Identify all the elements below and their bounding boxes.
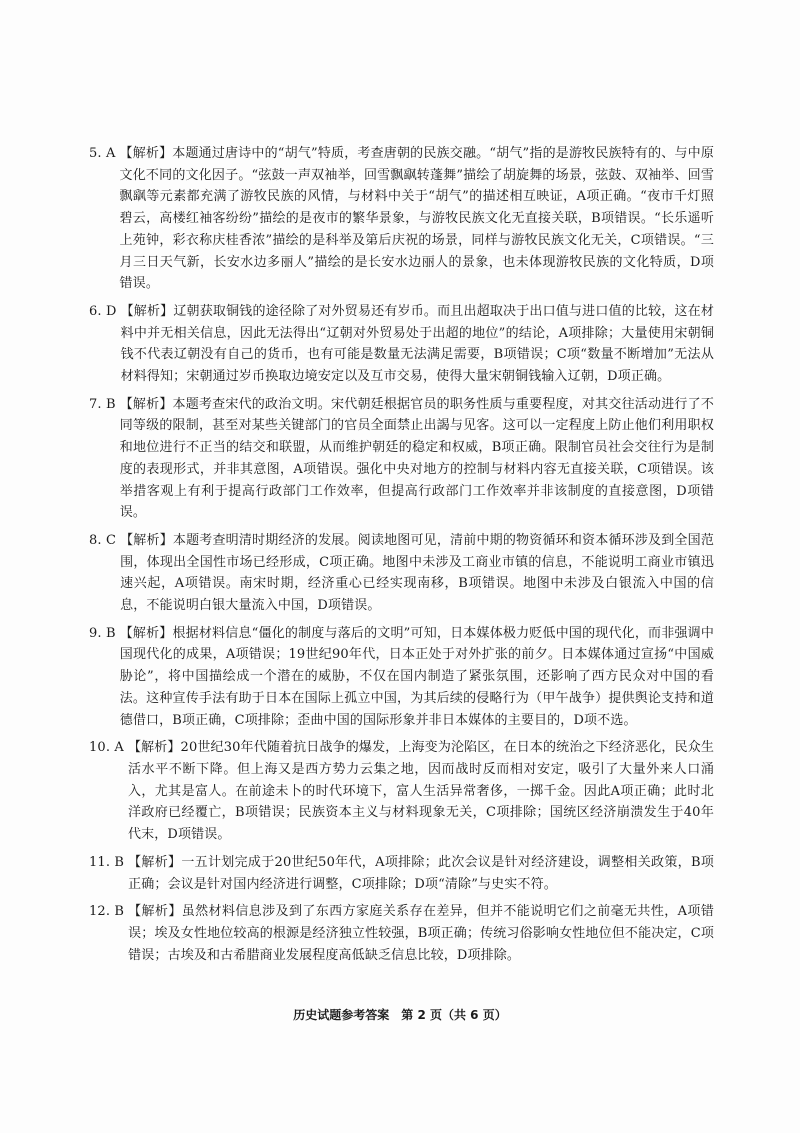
answer-explanation: 【解析】根据材料信息“僵化的制度与落后的文明”可知，日本媒体极力贬低中国的现代化，而非强调中国现代化的成果，A项错误；19世纪90年代，日本正处于对外扩张的前夕。日本媒体通过宣扬“中国威胁论”，将中国描绘成一个潜在的威胁，不仅在国内制造了紧张氛围，还影响了西方民众对中国的看法。这种宣传手法有助于日本在国际上孤立中国，为其后续的侵略行为（甲午战争）提供舆论支持和道德借口，B项正确，C项排除；歪曲中国的国际形象并非日本媒体的主要目的，D项不选。: [119, 625, 714, 728]
answer-explanation: 【解析】20世纪30年代随着抗日战争的爆发，上海变为沦陷区，在日本的统治之下经济恶化，民众生活水平不断下降。但上海又是西方势力云集之地，因而战时反而相对安定，吸引了大量外来人口涌入，尤其是富人。在前途未卜的时代环境下，富人生活异常奢侈，一掷千金。因此A项正确；此时北洋政府已经覆亡，B项错误；民族资本主义与材料现象无关，C项排除；国统区经济崩溃发生于40年代末，D项错误。: [127, 740, 714, 843]
answer-item: [89, 530, 714, 617]
answer-number: 10. A: [89, 740, 124, 756]
answer-explanations: [89, 143, 714, 972]
answer-explanation: 【解析】本题考查宋代的政治文明。宋代朝廷根据官员的职务性质与重要程度，对其交往活动进行了不同等级的限制，甚至对某些关键部门的官员全面禁止出謁与见客。这可以一定程度上防止他们利用职权和地位进行不正当的结交和联盟，从而维护朝廷的稳定和权威，B项正确。限制官员社会交往行为是制度的表现形式，并非其意图，A项错误。强化中央对地方的控制与材料内容无直接关联，C项错误。该举措客观上有利于提高行政部门工作效率，但提高行政部门工作效率并非该制度的直接意图，D项错误。: [119, 396, 714, 521]
answer-item: [89, 394, 714, 524]
answer-number: 9. B: [89, 625, 116, 641]
answer-number: 8. C: [89, 532, 117, 548]
answer-number: 11. B: [89, 854, 125, 870]
answer-explanation: 【解析】辽朝获取铜钱的途径除了对外贸易还有岁币。而且出超取决于出口值与进口值的比较，这在材料中并无相关信息，因此无法得出“辽朝对外贸易处于出超的地位”的结论，A项排除；大量使用宋朝铜钱不代表辽朝没有自己的货币，也有可能是数量无法满足需要，B项错误；C项“数量不断增加”无法从材料得知；宋朝通过岁币换取边境安定以及互市交易，使得大量宋朝铜钱输入辽朝，D项正确。: [120, 303, 714, 385]
answer-number: 12. B: [89, 904, 125, 920]
answer-number: 7. B: [89, 396, 116, 412]
answer-item: [89, 623, 714, 732]
answer-explanation: 【解析】本题考查明清时期经济的发展。阅读地图可见，清前中期的物资循环和资本循环涉及到全国范围，体现出全国性市场已经形成，C项正确。地图中未涉及工商业市镇的信息，不能说明工商业市镇迅速兴起，A项错误。南宋时期，经济重心已经实现南移，B项错误。地图中未涉及白银流入中国的信息，不能说明白银大量流入中国，D项错误。: [120, 532, 714, 614]
answer-item: [89, 901, 714, 966]
answer-item: [89, 852, 714, 895]
answer-explanation: 【解析】一五计划完成于20世纪50年代，A项排除；此次会议是针对经济建设，调整相关政策，B项正确；会议是针对国内经济进行调整，C项排除；D项“清除”与史实不符。: [128, 854, 714, 892]
answer-item: [89, 301, 714, 388]
answer-number: 6. D: [89, 303, 117, 319]
answer-explanation: 【解析】虽然材料信息涉及到了东西方家庭关系存在差异，但并不能说明它们之前毫无共性，A项错误；埃及女性地位较高的根源是经济独立性较强，B项正确；传统习俗影响女性地位但不能决定，C项错误；古埃及和古希腊商业发展程度高低缺乏信息比较，D项排除。: [128, 904, 714, 963]
answer-item: [89, 737, 714, 846]
page-footer: 历史试题参考答案 第 2 页（共 6 页）: [293, 1008, 507, 1022]
answer-number: 5. A: [89, 146, 116, 161]
answer-explanation: 【解析】本题通过唐诗中的“胡气”特质，考查唐朝的民族交融。“胡气”指的是游牧民族特有的、与中原文化不同的文化因子。“弦鼓一声双袖举，回雪飘飖转蓬舞”描绘了胡旋舞的场景，弦鼓、双袖举、回雪飘飖等元素都充满了游牧民族的风情，与材料中关于“胡气”的描述相互映证，A项正确。“夜市千灯照碧云，高楼红袖客纷纷”描绘的是夜市的繁华景象，与游牧民族文化无直接关联，B项错误。“长乐遥听上苑钟，彩衣称庆桂香浓”描绘的是科举及第后庆祝的场景，同样与游牧民族文化无关，C项错误。“三月三日天气新，长安水边多丽人”描绘的是长安水边丽人的景象，也未体现游牧民族的文化特质，D项错误。: [119, 146, 714, 292]
answer-item: [89, 143, 714, 295]
